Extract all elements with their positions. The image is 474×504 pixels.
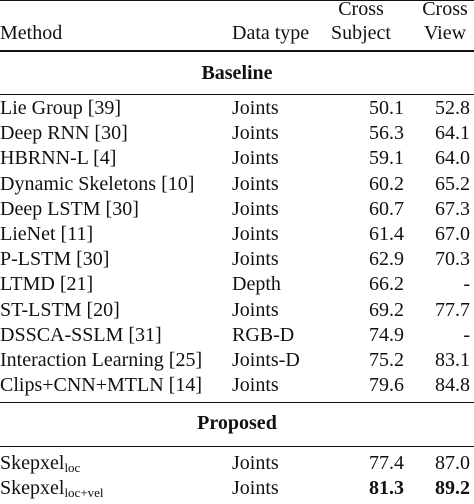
method-cell: HBRNN-L [4] — [0, 147, 117, 170]
data-type-cell: Joints — [232, 452, 279, 474]
cross-view-cell: 52.8 — [435, 97, 470, 119]
data-type-cell: Joints — [232, 298, 279, 321]
cross-subject-cell: 79.6 — [369, 374, 404, 397]
cross-subject-cell: 60.2 — [369, 172, 404, 195]
header-method: Method — [0, 22, 63, 44]
data-type-cell: Joints — [232, 248, 279, 271]
method-subscript: loc+vel — [64, 485, 104, 500]
cross-view-cell: 83.1 — [435, 349, 470, 371]
method-cell: Interaction Learning [25] — [0, 349, 203, 371]
proposed-rule — [0, 446, 474, 447]
baseline-rule — [0, 94, 474, 95]
header-rule — [0, 50, 474, 52]
data-type-cell: Joints — [232, 197, 279, 220]
section-baseline: Baseline — [201, 62, 273, 84]
cross-subject-cell: 77.4 — [369, 452, 404, 474]
cross-view-cell: 77.7 — [435, 298, 470, 321]
cross-subject-cell: 61.4 — [369, 223, 404, 245]
method-cell: ST-LSTM [20] — [0, 298, 120, 321]
cross-subject-cell: 59.1 — [369, 147, 404, 170]
cross-view-cell: 65.2 — [435, 172, 470, 195]
section-proposed: Proposed — [197, 412, 277, 434]
method-cell: Deep LSTM [30] — [0, 197, 139, 220]
method-cell: LieNet [11] — [0, 223, 94, 245]
method-cell: P-LSTM [30] — [0, 248, 110, 271]
cross-view-cell: 87.0 — [435, 452, 470, 474]
data-type-cell: Joints-D — [232, 349, 300, 371]
method-subscript: loc — [64, 460, 81, 475]
data-type-cell: Joints — [232, 147, 279, 170]
method-cell: Lie Group [39] — [0, 97, 122, 119]
method-cell: DSSCA-SSLM [31] — [0, 323, 162, 346]
method-name: Skepxel — [0, 452, 65, 474]
cross-view-cell: 64.1 — [435, 122, 470, 145]
header-cross-subject-line1: Cross — [338, 0, 384, 20]
method-cell: Dynamic Skeletons [10] — [0, 172, 195, 195]
cross-subject-cell: 74.9 — [369, 323, 404, 346]
cross-subject-cell: 50.1 — [369, 97, 404, 119]
header-data-type: Data type — [232, 22, 310, 44]
cross-view-cell: 67.0 — [435, 223, 470, 245]
data-type-cell: Joints — [232, 97, 279, 119]
data-type-cell: Depth — [232, 273, 281, 296]
cross-subject-cell: 66.2 — [369, 273, 404, 296]
cross-view-cell: 64.0 — [435, 147, 470, 170]
mid-rule — [0, 402, 474, 403]
header-cross-subject-line2: Subject — [331, 22, 391, 44]
cross-view-cell: 89.2 — [435, 477, 470, 499]
data-type-cell: Joints — [232, 477, 279, 499]
cross-subject-cell: 56.3 — [369, 122, 404, 145]
data-type-cell: RGB-D — [232, 323, 295, 346]
header-cross-view-line2: View — [423, 22, 467, 44]
cross-view-cell: 84.8 — [435, 374, 470, 397]
data-type-cell: Joints — [232, 122, 279, 145]
cross-view-cell: - — [463, 323, 470, 346]
cross-subject-cell: 75.2 — [369, 349, 404, 371]
method-cell: LTMD [21] — [0, 273, 94, 296]
cross-subject-cell: 60.7 — [369, 197, 404, 220]
data-type-cell: Joints — [232, 223, 279, 245]
cross-subject-cell: 62.9 — [369, 248, 404, 271]
header-cross-view-line1: Cross — [422, 0, 468, 20]
method-cell — [0, 452, 80, 479]
method-name: Skepxel — [0, 477, 65, 499]
data-type-cell: Joints — [232, 172, 279, 195]
data-type-cell: Joints — [232, 374, 279, 397]
cross-view-cell: 70.3 — [435, 248, 470, 271]
cross-subject-cell: 69.2 — [369, 298, 404, 321]
cross-view-cell: 67.3 — [435, 197, 470, 220]
method-cell: Clips+CNN+MTLN [14] — [0, 374, 203, 397]
cross-subject-cell: 81.3 — [369, 477, 404, 499]
cross-view-cell: - — [463, 273, 470, 296]
method-cell: Deep RNN [30] — [0, 122, 128, 145]
